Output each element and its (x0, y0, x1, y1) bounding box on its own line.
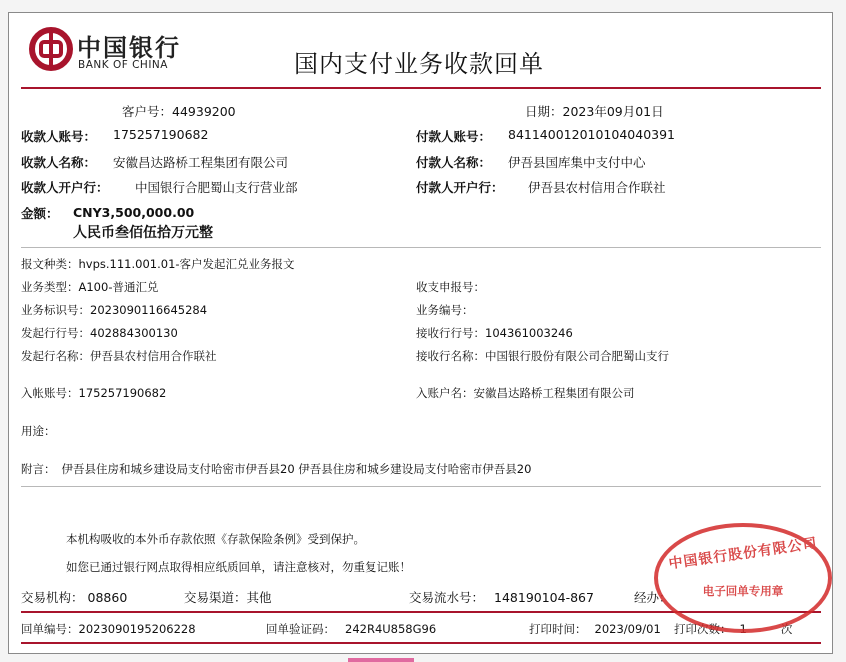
date (525, 102, 664, 120)
recv-bank-no-value: 104361003246 (485, 326, 573, 340)
print-time-value: 2023/09/01 (594, 622, 661, 636)
remark-label: 附言： (21, 462, 56, 476)
payer-name: 伊吾县国库集中支付中心 (508, 155, 646, 170)
trans-serial-value: 148190104-867 (494, 590, 594, 605)
date-label: 日期： (525, 104, 563, 119)
header-divider (21, 87, 821, 89)
trans-serial (409, 588, 594, 606)
send-bank-no (21, 325, 178, 341)
remark (21, 461, 531, 477)
send-bank-name-label: 发起行名称： (21, 349, 90, 363)
payer-bank-label: 付款人开户行： (416, 180, 504, 195)
print-count-value: 1 (739, 622, 747, 636)
bank-name-en: BANK OF CHINA (78, 59, 168, 71)
apply-no-label: 收支申报号： (416, 280, 485, 294)
payee-account-label: 收款人账号： (21, 129, 97, 144)
biz-no-label: 业务编号： (416, 303, 474, 317)
official-seal-stamp (654, 523, 832, 633)
receipt-no (21, 621, 196, 637)
customer-no (122, 102, 236, 120)
stamp-bank-name: 中国银行股份有限公司 (667, 535, 819, 573)
stamp-purpose: 电子回单专用章 (702, 584, 784, 598)
receipt-verify-label: 回单验证码： (266, 622, 335, 636)
biz-id-label: 业务标识号： (21, 303, 90, 317)
trans-serial-label: 交易流水号： (409, 590, 485, 605)
amount-words: 人民币叁佰伍拾万元整 (73, 225, 213, 241)
trans-channel-value: 其他 (246, 590, 272, 605)
biz-type-value: A100-普通汇兑 (78, 280, 159, 294)
recv-bank-name (416, 348, 669, 364)
deposit-insurance-note: 本机构吸收的本外币存款依照《存款保险条例》受到保护。 (66, 532, 365, 546)
biz-type (21, 279, 158, 295)
notes-divider (21, 486, 821, 487)
in-account-name (416, 385, 635, 401)
in-account-name-label: 入账户名： (416, 386, 474, 400)
in-account-name-value: 安徽昌达路桥工程集团有限公司 (473, 386, 635, 400)
amount-number: CNY3,500,000.00 (73, 205, 195, 220)
payer-bank: 伊吾县农村信用合作联社 (528, 180, 666, 195)
msg-type (21, 256, 295, 272)
receipt-document (8, 12, 833, 654)
trans-org-value: 08860 (87, 590, 128, 605)
biz-id (21, 302, 207, 318)
trans-channel-label: 交易渠道： (184, 590, 247, 605)
handler-label: 经办： (634, 590, 672, 605)
print-count-unit: 次 (780, 622, 793, 636)
remark-value: 伊吾县住房和城乡建设局支付哈密市伊吾县20 伊吾县住房和城乡建设局支付哈密市伊吾县20 (61, 462, 532, 476)
recv-bank-name-label: 接收行名称： (416, 349, 485, 363)
bank-name-cn: 中国银行 (77, 33, 181, 62)
duplicate-warning-note: 如您已通过银行网点取得相应纸质回单，请注意核对，勿重复记账！ (66, 560, 411, 574)
payee-account: 175257190682 (113, 127, 209, 142)
in-account (21, 385, 166, 401)
payer-account-label: 付款人账号： (416, 129, 492, 144)
trans-org (21, 588, 127, 606)
send-bank-no-value: 402884300130 (90, 326, 178, 340)
page-title: 国内支付业务收款回单 (294, 50, 544, 78)
recv-bank-name-value: 中国银行股份有限公司合肥蜀山支行 (485, 349, 669, 363)
section-divider (21, 247, 821, 248)
date-value: 2023年09月01日 (562, 104, 664, 119)
payee-name-label: 收款人名称： (21, 155, 97, 170)
customer-no-value: 44939200 (172, 104, 236, 119)
payee-name: 安徽昌达路桥工程集团有限公司 (113, 155, 289, 170)
receipt-no-label: 回单编号： (21, 622, 79, 636)
amount-label: 金额： (21, 206, 59, 221)
biz-type-label: 业务类型： (21, 280, 79, 294)
bottom-divider (21, 642, 821, 644)
biz-id-value: 2023090116645284 (90, 303, 208, 317)
print-time (529, 621, 661, 637)
receipt-verify-value: 242R4U858G96 (345, 622, 437, 636)
msg-type-value: hvps.111.001.01-客户发起汇兑业务报文 (78, 257, 295, 271)
print-count-label: 打印次数： (674, 622, 732, 636)
print-time-label: 打印时间： (529, 622, 587, 636)
receipt-no-value: 2023090195206228 (78, 622, 196, 636)
recv-bank-no-label: 接收行行号： (416, 326, 485, 340)
send-bank-no-label: 发起行行号： (21, 326, 90, 340)
payer-account: 84114001201010404039​1 (508, 127, 676, 142)
purpose-label: 用途： (21, 424, 56, 438)
recv-bank-no (416, 325, 573, 341)
msg-type-label: 报文种类： (21, 257, 79, 271)
scroll-indicator[interactable] (348, 658, 414, 662)
biz-no (416, 302, 474, 318)
purpose (21, 423, 56, 439)
receipt-verify (266, 621, 436, 637)
trans-org-label: 交易机构： (21, 590, 84, 605)
send-bank-name-value: 伊吾县农村信用合作联社 (90, 349, 217, 363)
bank-of-china-logo-icon (29, 27, 73, 71)
payee-bank: 中国银行合肥蜀山支行营业部 (135, 180, 298, 195)
payee-bank-label: 收款人开户行： (21, 180, 109, 195)
trans-channel (184, 588, 272, 606)
payer-name-label: 付款人名称： (416, 155, 492, 170)
apply-no (416, 279, 485, 295)
in-account-value: 175257190682 (78, 386, 167, 400)
customer-no-label: 客户号： (122, 104, 173, 119)
send-bank-name (21, 348, 217, 364)
in-account-label: 入帐账号： (21, 386, 79, 400)
